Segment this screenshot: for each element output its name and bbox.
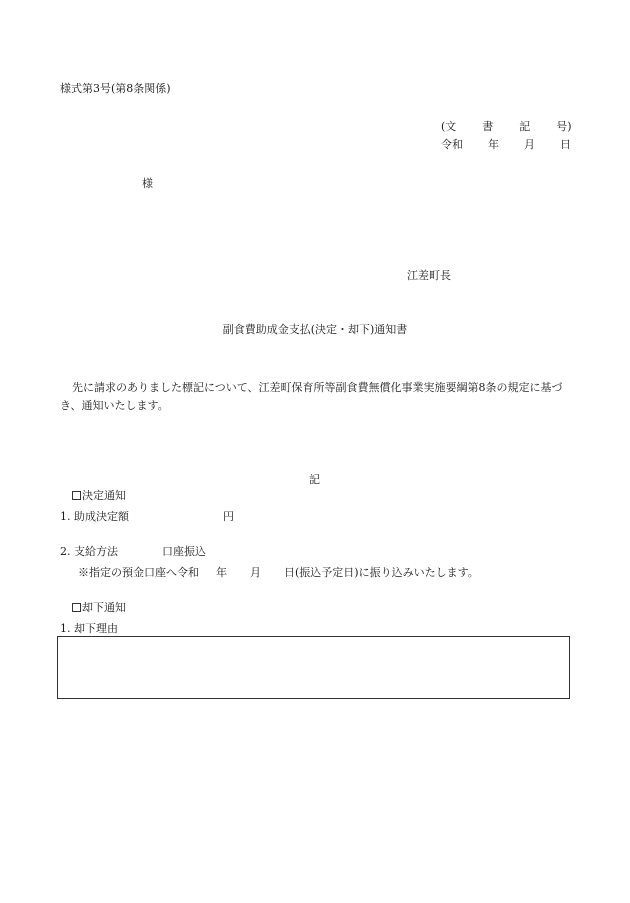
document-number-line — [441, 120, 572, 134]
decision-amount-unit: 円 — [223, 510, 234, 523]
transfer-note-prefix: ※指定の預金口座へ令和 — [78, 566, 199, 579]
document-title: 副食費助成金支払(決定・却下)通知書 — [222, 323, 408, 336]
body-paragraph — [60, 379, 575, 415]
transfer-note-suffix: 日(振込予定日)に振り込みいたします。 — [284, 566, 479, 579]
doc-number-open: (文 — [441, 120, 457, 133]
decision-checkbox[interactable] — [72, 491, 81, 500]
decision-amount-row — [60, 510, 234, 524]
addressee-suffix: 様 — [142, 177, 153, 190]
doc-number-char-3: 記 — [519, 120, 531, 133]
form-number: 様式第3号(第8条関係) — [60, 82, 171, 95]
payment-method-row — [60, 545, 206, 559]
sender-name: 江差町長 — [407, 269, 451, 282]
doc-number-close: 号) — [556, 120, 572, 133]
ki-heading: 記 — [309, 473, 320, 486]
transfer-note-month: 月 — [250, 566, 261, 579]
date-month: 月 — [524, 138, 535, 151]
body-text: 先に請求のありました標記について、江差町保育所等副食費無償化事業実施要綱第8条の規定に基づき、通知いたします。 — [60, 381, 563, 412]
transfer-note-year: 年 — [216, 566, 227, 579]
payment-method-value: 口座振込 — [162, 545, 206, 558]
decision-heading-label: 決定通知 — [82, 489, 126, 502]
date-line — [441, 138, 571, 152]
date-day: 日 — [560, 138, 571, 151]
decision-amount-label: 1. 助成決定額 — [60, 510, 129, 523]
rejection-notice-heading — [72, 601, 126, 615]
date-era: 令和 — [441, 138, 463, 151]
payment-method-label: 2. 支給方法 — [60, 545, 118, 558]
rejection-checkbox[interactable] — [72, 603, 81, 612]
rejection-heading-label: 却下通知 — [82, 601, 126, 614]
decision-notice-heading — [72, 489, 126, 503]
doc-number-char-2: 書 — [482, 120, 494, 133]
rejection-reason-label: 1. 却下理由 — [60, 622, 118, 635]
transfer-note — [78, 566, 479, 580]
rejection-reason-box[interactable] — [57, 636, 570, 699]
date-year: 年 — [488, 138, 499, 151]
